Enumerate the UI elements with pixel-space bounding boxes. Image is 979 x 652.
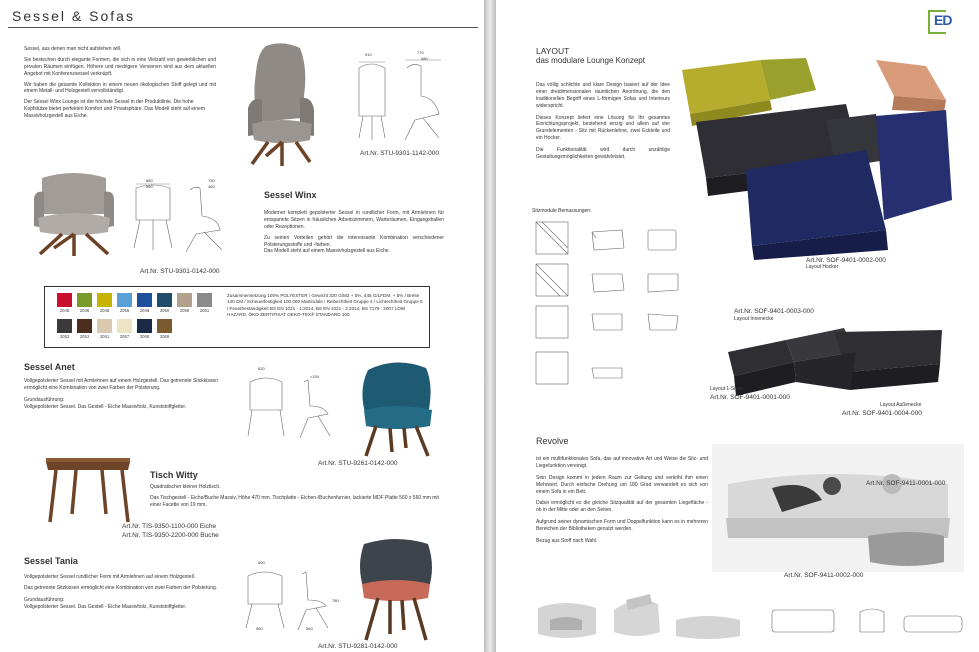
article-number: Art.Nr. SOF-9401-0004-000 — [842, 410, 922, 417]
dim-label: 600 — [258, 560, 265, 565]
dim-label: 780 — [332, 598, 339, 603]
dim-label: 880 — [146, 178, 153, 183]
section-title: Tisch Witty — [150, 470, 198, 480]
dim-label: 730 — [208, 178, 215, 183]
page-title: Sessel & Sofas — [12, 8, 135, 24]
dim-label: 910 — [365, 52, 372, 57]
layout-text — [536, 82, 670, 161]
dim-label: 770 — [417, 50, 424, 55]
article-number: Art.Nr. SOF-9411-0001-000 — [866, 480, 946, 487]
layout-corner-photo — [724, 322, 946, 400]
swatch-code: 2053 — [79, 334, 90, 339]
section-title: Sessel Tania — [24, 556, 78, 566]
revolve-text — [536, 456, 708, 545]
section-title: Sessel Anet — [24, 362, 75, 372]
witty-p1: Quadratischer kleiner Holztisch. — [150, 484, 221, 490]
anet-p1: Vollgepolsterter Sessel mit Armlehnen auf einem Holzgestell. Das getrennte Stickkissen ermöglicht eine Kombination von zwei Farben der Polsterung. — [24, 378, 218, 391]
revolve-p1: ist ein multifunktionales Sofa, das auf innovative Art und Weise die Sitz- und Liegefunktion vereinigt. — [536, 456, 708, 469]
layout-p1: Das völlig schlichte und klare Design basiert auf der Idee einer dreidimensionalen räumlichen Anordnung, die den traditionellen Begriff eines L-förmigen Sofas und Interieurs widerspricht. — [536, 82, 670, 109]
fabric-swatch — [157, 319, 172, 333]
fabric-swatch — [117, 293, 132, 307]
fabric-swatch — [97, 319, 112, 333]
swatch-code: 2049 — [139, 308, 150, 313]
article-number: Art.Nr. STU-9261-0142-000 — [318, 460, 398, 467]
fabric-swatch — [177, 293, 192, 307]
fabric-swatch — [97, 293, 112, 307]
anet-p2: Vollgepolsterter Sessel. Das Gestell - Eiche Massivholz, Kunststoffgleiter. — [24, 403, 187, 410]
witty-table-photo — [42, 452, 134, 524]
winx-text — [264, 210, 444, 255]
swatch-code: 2046 — [79, 308, 90, 313]
revolve-drawing — [768, 602, 968, 642]
winx-p2: Zu seinen Vorteilen gehört die interessante Kombination verschiedener Polsterungsstoffe und -farben. — [264, 234, 444, 248]
fabric-swatch — [77, 319, 92, 333]
revolve-p3: Dabei ermöglicht es die gleiche Sitzqualität auf der gesamten Liegefläche - ob in der Mitte oder an den Seiten. — [536, 500, 708, 514]
anet-label: Grundausführung: — [24, 396, 65, 403]
fabric-spec: Zusammensetzung 100% POLYESTER / Gewicht 320 G/M2 + 5%, 445 G/LFDM. + 5% / Breite 140 CM / Scheuerfestigkeit 100.000 Martindale / Reibechtheit Gruppe 4 / Lichtechtheit Gruppe 5 / Feuerbeständigkeit BS EN 1021 - 1:2014, BS EN 1021 - 2:2014, BS 7176 : 2007 LOW HAZARD. ÖKO-ZERTIFIKAT OEKO-TEX® STANDARD 100 — [227, 293, 423, 317]
fabric-swatch — [77, 293, 92, 307]
layout-p2: Dieses Konzept liefert eine Lösung für Ihr gesamtes Einrichtungsprojekt, bestehend einzig und allein auf vier Grundelementen - Sitz mit Rückenlehne, zwei Eckteile und ein Hocker. — [536, 114, 670, 142]
swatch-code: 2050 — [159, 308, 170, 313]
intro-p2: Sie bestechen durch elegante Formen, die sich in eine Vielzahl von gewerblichen und privaten Räumen einfügen. Höhere und niedrigere Versionen sind aus dem aktuellen Angebot mit Konferenzsessel verknüpft. — [24, 56, 216, 77]
article-number: Art.Nr. STU-9301-1142-000 — [360, 150, 439, 157]
swatch-code: 2067 — [119, 334, 130, 339]
logo-letters: ED — [934, 12, 952, 28]
tania-text — [24, 574, 220, 611]
article-number: Art.Nr. SOF-9401-0001-000 — [710, 394, 790, 401]
revolve-p4: Aufgrund seiner dynamischen Form und Doppelfunktion kann es in mehreren Bereichen der Bibliotheken genutzt werden. — [536, 519, 708, 533]
product-label: Layout 1-Sitzer — [710, 386, 744, 392]
tania-p1: Vollgepolsterter Sessel rundlicher Form mit Armlehnen auf einem Holzgestell. — [24, 574, 196, 580]
swatch-code: 2068 — [139, 334, 150, 339]
module-drawings — [532, 218, 682, 388]
swatch-code: 2069 — [159, 334, 170, 339]
revolve-photo — [712, 444, 964, 572]
tania-drawing — [242, 560, 342, 636]
section-title: Revolve — [536, 436, 569, 446]
article-number: Art.Nr. TIS-9350-1100-000 Eiche — [122, 523, 217, 530]
swatch-code: 2045 — [59, 308, 70, 313]
fabric-swatch — [117, 319, 132, 333]
anet-photo — [352, 356, 440, 460]
fabric-box — [44, 286, 430, 348]
intro-text — [24, 46, 216, 120]
dim-label: 480 — [421, 56, 428, 61]
article-number: Art.Nr. STU-9301-0142-000 — [140, 268, 220, 275]
fabric-swatch — [157, 293, 172, 307]
swatch-code: 2055 — [119, 308, 130, 313]
tania-p2: Das getrennte Sitzkissen ermöglicht eine Kombination von zwei Farben der Polsterung. — [24, 584, 218, 591]
brand-logo — [928, 10, 968, 38]
dim-label: 560 — [256, 626, 263, 631]
product-label: Layout Hocker — [806, 264, 839, 270]
page-gutter — [484, 0, 496, 652]
anet-text — [24, 378, 220, 411]
left-page — [0, 0, 484, 652]
section-title: LAYOUT — [536, 46, 570, 56]
dim-label: <150 — [310, 374, 320, 379]
winx-drawing — [130, 178, 230, 254]
winx-lounge-drawing — [355, 50, 450, 143]
right-page — [496, 0, 979, 652]
fabric-swatch — [137, 319, 152, 333]
article-number: Art.Nr. SOF-9411-0002-000 — [784, 572, 864, 579]
witty-p2: Das Tischgestell - Eiche/Buche Massiv, Höhe 470 mm. Tischplatte - Eichen-/Buchenfurnier, lackierte MDF Platte 560 x 560 mm mit einer Facette von 19 mm. — [150, 494, 439, 508]
product-label: Layout Außenecke — [880, 402, 922, 408]
section-subtitle: das modulare Lounge Konzept — [536, 56, 645, 65]
revolve-detail-photo — [672, 610, 744, 642]
intro-p1: Sessel, aus denen man nicht aufstehen will. — [24, 46, 122, 52]
winx-photo — [28, 168, 120, 256]
article-number: Art.Nr. SOF-9401-0003-000 — [734, 308, 814, 315]
dim-label: 460 — [208, 184, 215, 189]
fabric-swatch — [57, 293, 72, 307]
witty-text — [150, 484, 440, 509]
intro-p4: Der Sessel Winx Lounge ist der höchste Sessel in der Produktlinie. Die hohe Kopfstütze bietet perfekten Komfort und Privatsphäre. Das Modell steht auf einem Massivholzgestell aus Eiche. — [24, 99, 205, 120]
revolve-p2: Sein Design kommt in jedem Raum zur Geltung und verleiht ihm einen Mehrwert. Durch einfache Drehung um 180 Grad verwandelt es sich von einem Sofa in ein Bett. — [536, 474, 708, 495]
section-title: Sessel Winx — [264, 190, 317, 200]
winx-p1: Moderner komplett gepolsterter Sessel in rundlicher Form, mit Armlehnen für entspannte Sitzen in häuslichen Arbeitszimmern, Warteräumen, Eingangshallen oder Rezeptionen. — [264, 210, 444, 230]
winx-lounge-photo — [238, 38, 322, 168]
tania-photo — [352, 534, 438, 644]
dim-label: 560 — [306, 626, 313, 631]
article-number: Art.Nr. SOF-9401-0002-000 — [806, 257, 886, 264]
fabric-swatch — [137, 293, 152, 307]
fabric-swatch — [57, 319, 72, 333]
header-divider — [8, 27, 478, 28]
dim-label: 620 — [258, 366, 265, 371]
layout-modular-photo — [676, 50, 976, 262]
tania-label: Grundausführung: — [24, 596, 65, 603]
swatch-code: 2052 — [59, 334, 70, 339]
winx-p3: Das Modell steht auf einem Massivholzgestell aus Eiche. — [264, 248, 390, 255]
fabric-swatch — [197, 293, 212, 307]
product-label: Layout Innenecke — [734, 316, 774, 322]
intro-p3: Wir haben die gesamte Kollektion in einem neuen ökologischen Stoff gelegt und mit einem Metall- und Holzgestell vervollständigt. — [24, 81, 216, 95]
article-number: Art.Nr. TIS-9350-2200-000 Buche — [122, 532, 219, 539]
modules-label: Sitzmodule Bemassungen: — [532, 208, 592, 214]
revolve-detail-photo — [606, 590, 666, 642]
layout-p3: Die Funktionalität wird durch unzählige Gestaltungsmöglichkeiten gewährleistet. — [536, 147, 670, 161]
tania-p3: Vollgepolsterter Sessel. Das Gestell - Eiche Massivholz, Kunststoffgleiter. — [24, 603, 187, 610]
swatch-code: 2051 — [199, 308, 210, 313]
swatch-code: 2061 — [99, 334, 110, 339]
swatch-code: 2048 — [99, 308, 110, 313]
revolve-p5: Bezug aus Stoff nach Wahl. — [536, 538, 598, 545]
dim-label: 560 — [146, 184, 153, 189]
article-number: Art.Nr. STU-9281-0142-000 — [318, 643, 398, 650]
swatch-code: 2058 — [179, 308, 190, 313]
revolve-detail-photo — [532, 594, 602, 642]
anet-drawing — [244, 366, 344, 440]
